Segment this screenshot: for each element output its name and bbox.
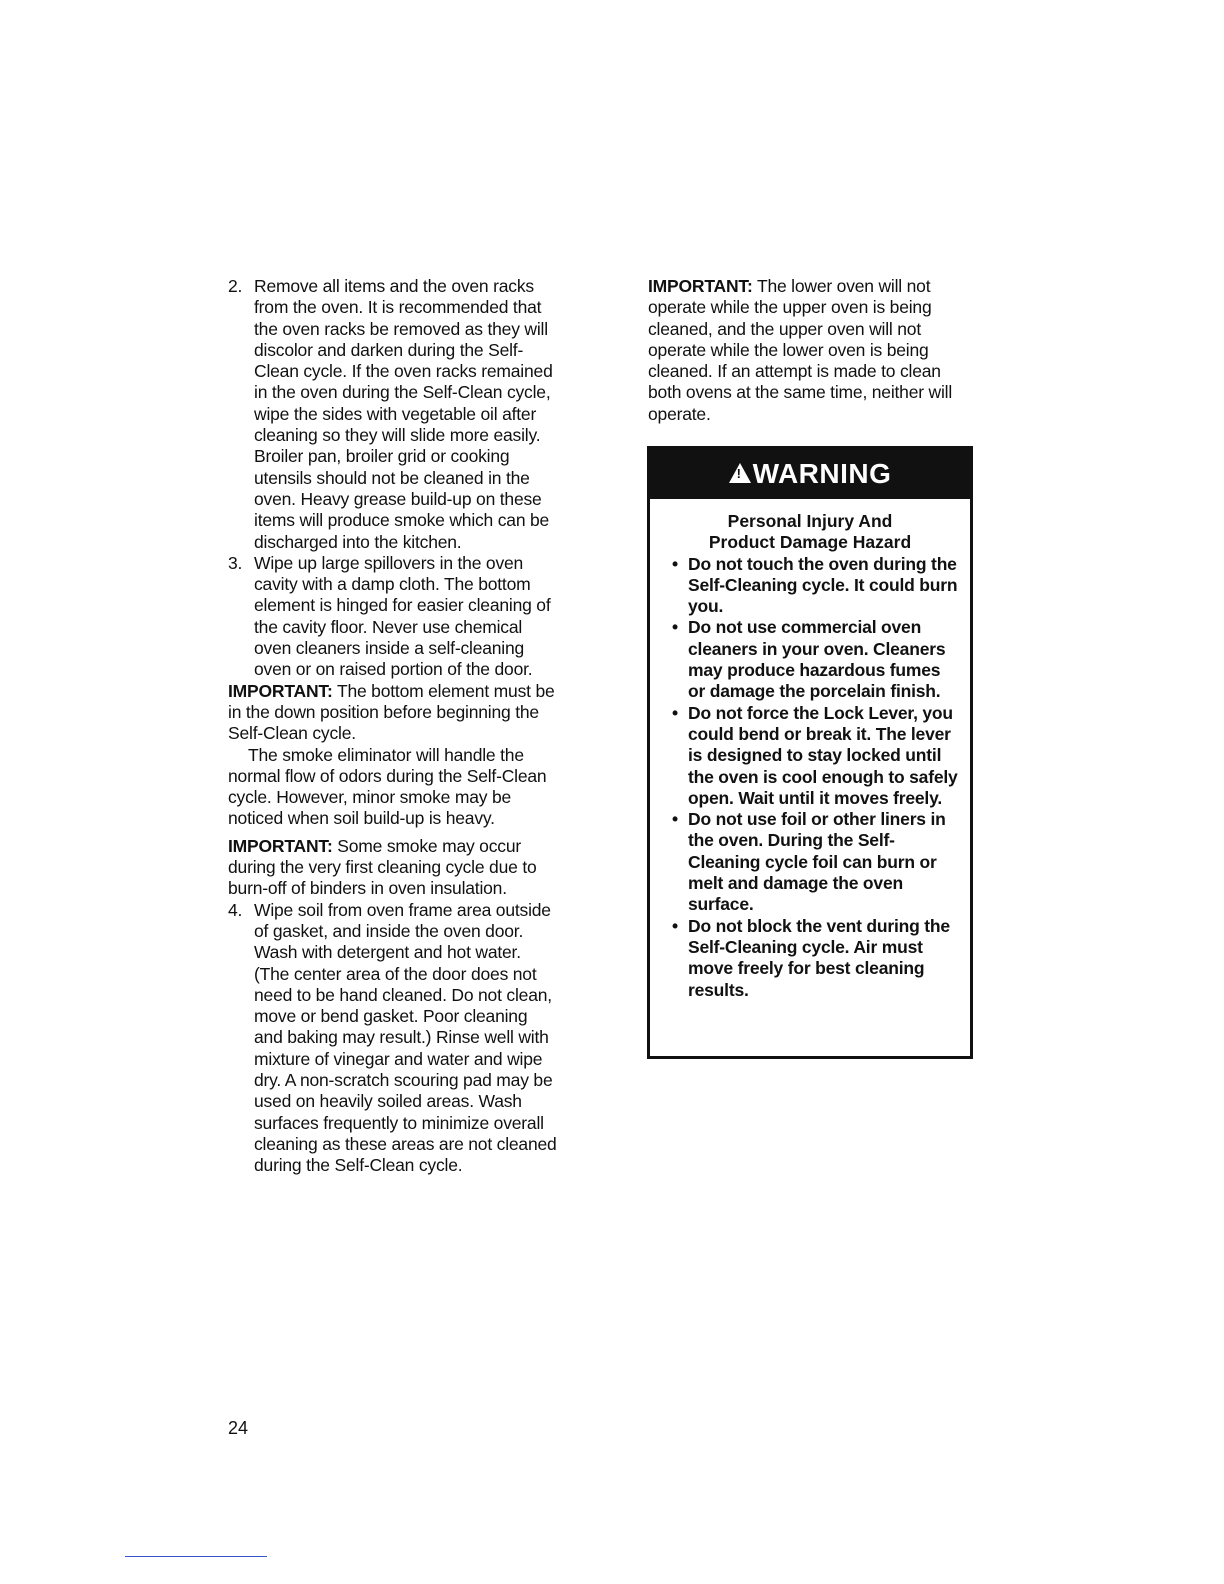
important-label: IMPORTANT: bbox=[648, 276, 753, 296]
warning-title-line: Product Damage Hazard bbox=[708, 532, 912, 553]
warning-bullet: • Do not block the vent during the Self-Cleaning cycle. Air must move freely for best cleaning results. bbox=[672, 916, 962, 1001]
warning-bullet: • Do not use foil or other liners in the oven. During the Self-Cleaning cycle foil can burn or melt and damage the oven surface. bbox=[672, 809, 962, 915]
warning-triangle-icon bbox=[729, 463, 751, 483]
step-text: Wipe soil from oven frame area outside of gasket, and inside the oven door. Wash with detergent and hot water. (The center area of the door does not need to be hand cleaned. Do not clean, move or bend gasket. Poor cleaning and baking may result.) Rinse well with mixture of vinegar and water and wipe dry. A non-scratch scouring pad may be used on heavily soiled areas. Wash surfaces frequently to minimize overall cleaning as these areas are not cleaned during the Self-Clean cycle. bbox=[254, 899, 557, 1176]
warning-header bbox=[650, 449, 970, 499]
important-label: IMPORTANT: bbox=[228, 835, 333, 856]
page-number: 24 bbox=[228, 1418, 249, 1438]
warning-box bbox=[647, 446, 973, 1059]
important-text: The bottom element must be in the down position before beginning the Self-Clean cycle. bbox=[228, 680, 555, 744]
warning-bullet: • Do not touch the oven during the Self-Cleaning cycle. It could burn you. bbox=[672, 554, 962, 618]
warning-bullet: • Do not force the Lock Lever, you could bend or break it. The lever is designed to stay locked until the oven is cool enough to safely open. Wait until it moves freely. bbox=[672, 703, 962, 809]
right-column bbox=[648, 276, 978, 425]
important-text: The lower oven will not operate while the upper oven is being cleaned, and the upper oven will not operate while the lower oven is being cleaned. If an attempt is made to clean both ovens at the same time, neither will operate. bbox=[648, 276, 953, 424]
warning-title-line: Personal Injury And bbox=[727, 511, 893, 531]
step-text: Wipe up large spillovers in the oven cavity with a damp cloth. The bottom element is hinged for easier cleaning of the cavity floor. Never use chemical oven cleaners inside a self-cleaning oven or on raised portion of the door. bbox=[254, 552, 551, 680]
warning-list bbox=[650, 554, 970, 1001]
important-note-smoke bbox=[228, 836, 560, 900]
step-number: 3. bbox=[228, 552, 243, 573]
step-number: 4. bbox=[228, 899, 243, 920]
important-note-bottom-element bbox=[228, 681, 560, 745]
smoke-eliminator-paragraph: The smoke eliminator will handle the normal flow of odors during the Self-Clean cycle. However, minor smoke may be noticed when soil build-up is heavy. bbox=[228, 744, 547, 829]
important-text: Some smoke may occur during the very first cleaning cycle due to burn-off of binders in oven insulation. bbox=[228, 835, 537, 899]
step-number: 2. bbox=[228, 276, 243, 296]
warning-header-text: WARNING bbox=[752, 458, 892, 489]
bottom-rule bbox=[125, 1556, 267, 1557]
step-2 bbox=[228, 276, 560, 553]
important-label: IMPORTANT: bbox=[228, 680, 333, 701]
warning-bullet: • Do not use commercial oven cleaners in your oven. Cleaners may produce hazardous fumes or damage the porcelain finish. bbox=[672, 617, 962, 702]
important-note-dual-oven bbox=[648, 276, 978, 425]
left-column bbox=[228, 276, 560, 1176]
warning-title bbox=[650, 511, 970, 554]
step-3 bbox=[228, 553, 560, 681]
step-text: Remove all items and the oven racks from the oven. It is recommended that the oven racks be removed as they will discolor and darken during the Self-Clean cycle. If the oven racks remained in the oven during the Self-Clean cycle, wipe the sides with vegetable oil after cleaning so they will slide more easily. Broiler pan, broiler grid or cooking utensils should not be cleaned in the oven. Heavy grease build-up on these items will produce smoke which can be discharged into the kitchen. bbox=[254, 276, 553, 552]
step-4 bbox=[228, 900, 560, 1177]
